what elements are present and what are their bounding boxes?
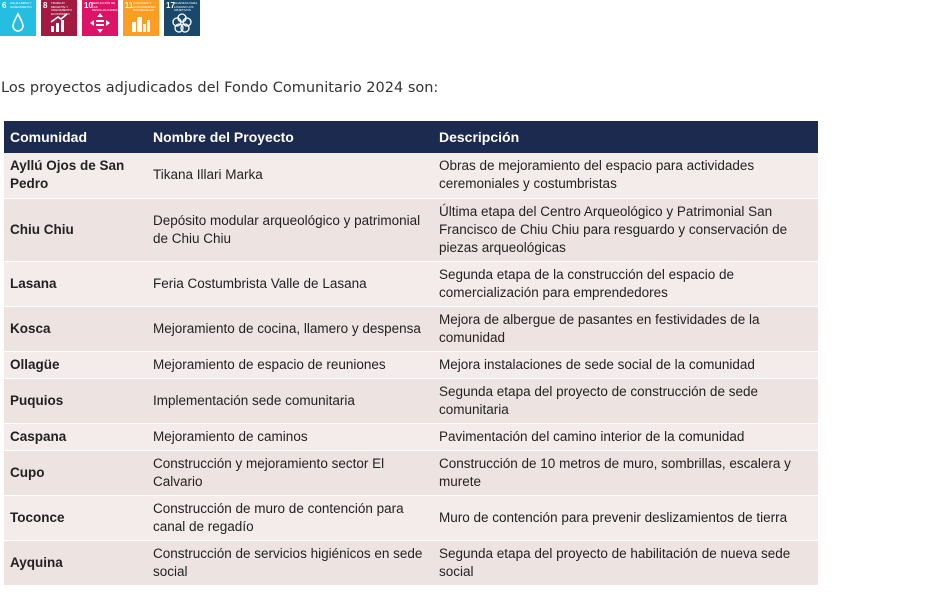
growth-chart-icon: [48, 12, 70, 34]
cell-descripcion: Última etapa del Centro Arqueológico y Patrimonial San Francisco de Chiu Chiu para resguardo y conservación de piezas arqueológicas: [433, 198, 818, 261]
cell-descripcion: Construcción de 10 metros de muro, sombrillas, escalera y murete: [433, 450, 818, 495]
cell-proyecto: Feria Costumbrista Valle de Lasana: [147, 261, 433, 306]
city-icon: [130, 12, 152, 34]
cell-comunidad: Lasana: [4, 261, 147, 306]
sdg-number: 8: [43, 1, 48, 10]
sdg-icons-row: [0, 0, 200, 36]
cell-comunidad: Kosca: [4, 306, 147, 351]
sdg-number: 17: [166, 1, 175, 10]
cell-proyecto: Construcción y mejoramiento sector El Calvario: [147, 450, 433, 495]
cell-comunidad: Ayllú Ojos de San Pedro: [4, 153, 147, 198]
cell-descripcion: Segunda etapa de la construcción del espacio de comercialización para emprendedores: [433, 261, 818, 306]
table-row: [4, 423, 818, 450]
cell-comunidad: Ayquina: [4, 540, 147, 585]
sdg-label: CIUDADES Y COMUNIDADES SOSTENIBLES: [133, 1, 156, 12]
sdg-number: 11: [125, 1, 134, 10]
sdg-6-badge: [0, 0, 36, 36]
sdg-label: TRABAJO DECENTE Y CRECIMIENTO ECONÓMICO: [51, 1, 72, 16]
table-row: [4, 306, 818, 351]
cell-descripcion: Segunda etapa del proyecto de habilitación de nueva sede social: [433, 540, 818, 585]
table-row: [4, 261, 818, 306]
cell-proyecto: Mejoramiento de cocina, llamero y despensa: [147, 306, 433, 351]
cell-proyecto: Tikana Illari Marka: [147, 153, 433, 198]
water-drop-icon: [7, 12, 29, 34]
table-row: [4, 351, 818, 378]
sdg-label: AGUA LIMPIA Y SANEAMIENTO: [10, 1, 32, 9]
cell-descripcion: Pavimentación del camino interior de la comunidad: [433, 423, 818, 450]
cell-comunidad: Puquios: [4, 378, 147, 423]
sdg-label: ALIANZAS PARA LOGRAR LOS OBJETIVOS: [174, 1, 198, 12]
table-row: [4, 198, 818, 261]
table-row: [4, 153, 818, 198]
cell-comunidad: Chiu Chiu: [4, 198, 147, 261]
cell-descripcion: Muro de contención para prevenir deslizamientos de tierra: [433, 495, 818, 540]
sdg-11-badge: [123, 0, 159, 36]
cell-descripcion: Mejora de albergue de pasantes en festividades de la comunidad: [433, 306, 818, 351]
projects-table: [4, 121, 818, 586]
header-comunidad: Comunidad: [4, 121, 147, 153]
partnership-flower-icon: [171, 12, 193, 34]
sdg-label: REDUCCIÓN DE LAS DESIGUALDADES: [92, 1, 118, 12]
header-proyecto: Nombre del Proyecto: [147, 121, 433, 153]
table-row: [4, 378, 818, 423]
intro-text: Los proyectos adjudicados del Fondo Comunitario 2024 son:: [1, 80, 439, 96]
table-row: [4, 540, 818, 585]
sdg-number: 6: [2, 1, 7, 10]
table-header-row: [4, 121, 818, 153]
cell-proyecto: Depósito modular arqueológico y patrimonial de Chiu Chiu: [147, 198, 433, 261]
cell-descripcion: Segunda etapa del proyecto de construcción de sede comunitaria: [433, 378, 818, 423]
cell-proyecto: Mejoramiento de espacio de reuniones: [147, 351, 433, 378]
cell-proyecto: Construcción de muro de contención para canal de regadío: [147, 495, 433, 540]
equality-icon: [89, 12, 111, 34]
sdg-8-badge: [41, 0, 77, 36]
cell-descripcion: Mejora instalaciones de sede social de la comunidad: [433, 351, 818, 378]
cell-proyecto: Mejoramiento de caminos: [147, 423, 433, 450]
cell-comunidad: Toconce: [4, 495, 147, 540]
cell-comunidad: Caspana: [4, 423, 147, 450]
cell-proyecto: Construcción de servicios higiénicos en sede social: [147, 540, 433, 585]
table-row: [4, 450, 818, 495]
header-descripcion: Descripción: [433, 121, 818, 153]
cell-proyecto: Implementación sede comunitaria: [147, 378, 433, 423]
cell-comunidad: Ollagüe: [4, 351, 147, 378]
sdg-17-badge: [164, 0, 200, 36]
cell-descripcion: Obras de mejoramiento del espacio para actividades ceremoniales y costumbristas: [433, 153, 818, 198]
cell-comunidad: Cupo: [4, 450, 147, 495]
table-row: [4, 495, 818, 540]
sdg-number: 10: [84, 1, 93, 10]
sdg-10-badge: [82, 0, 118, 36]
